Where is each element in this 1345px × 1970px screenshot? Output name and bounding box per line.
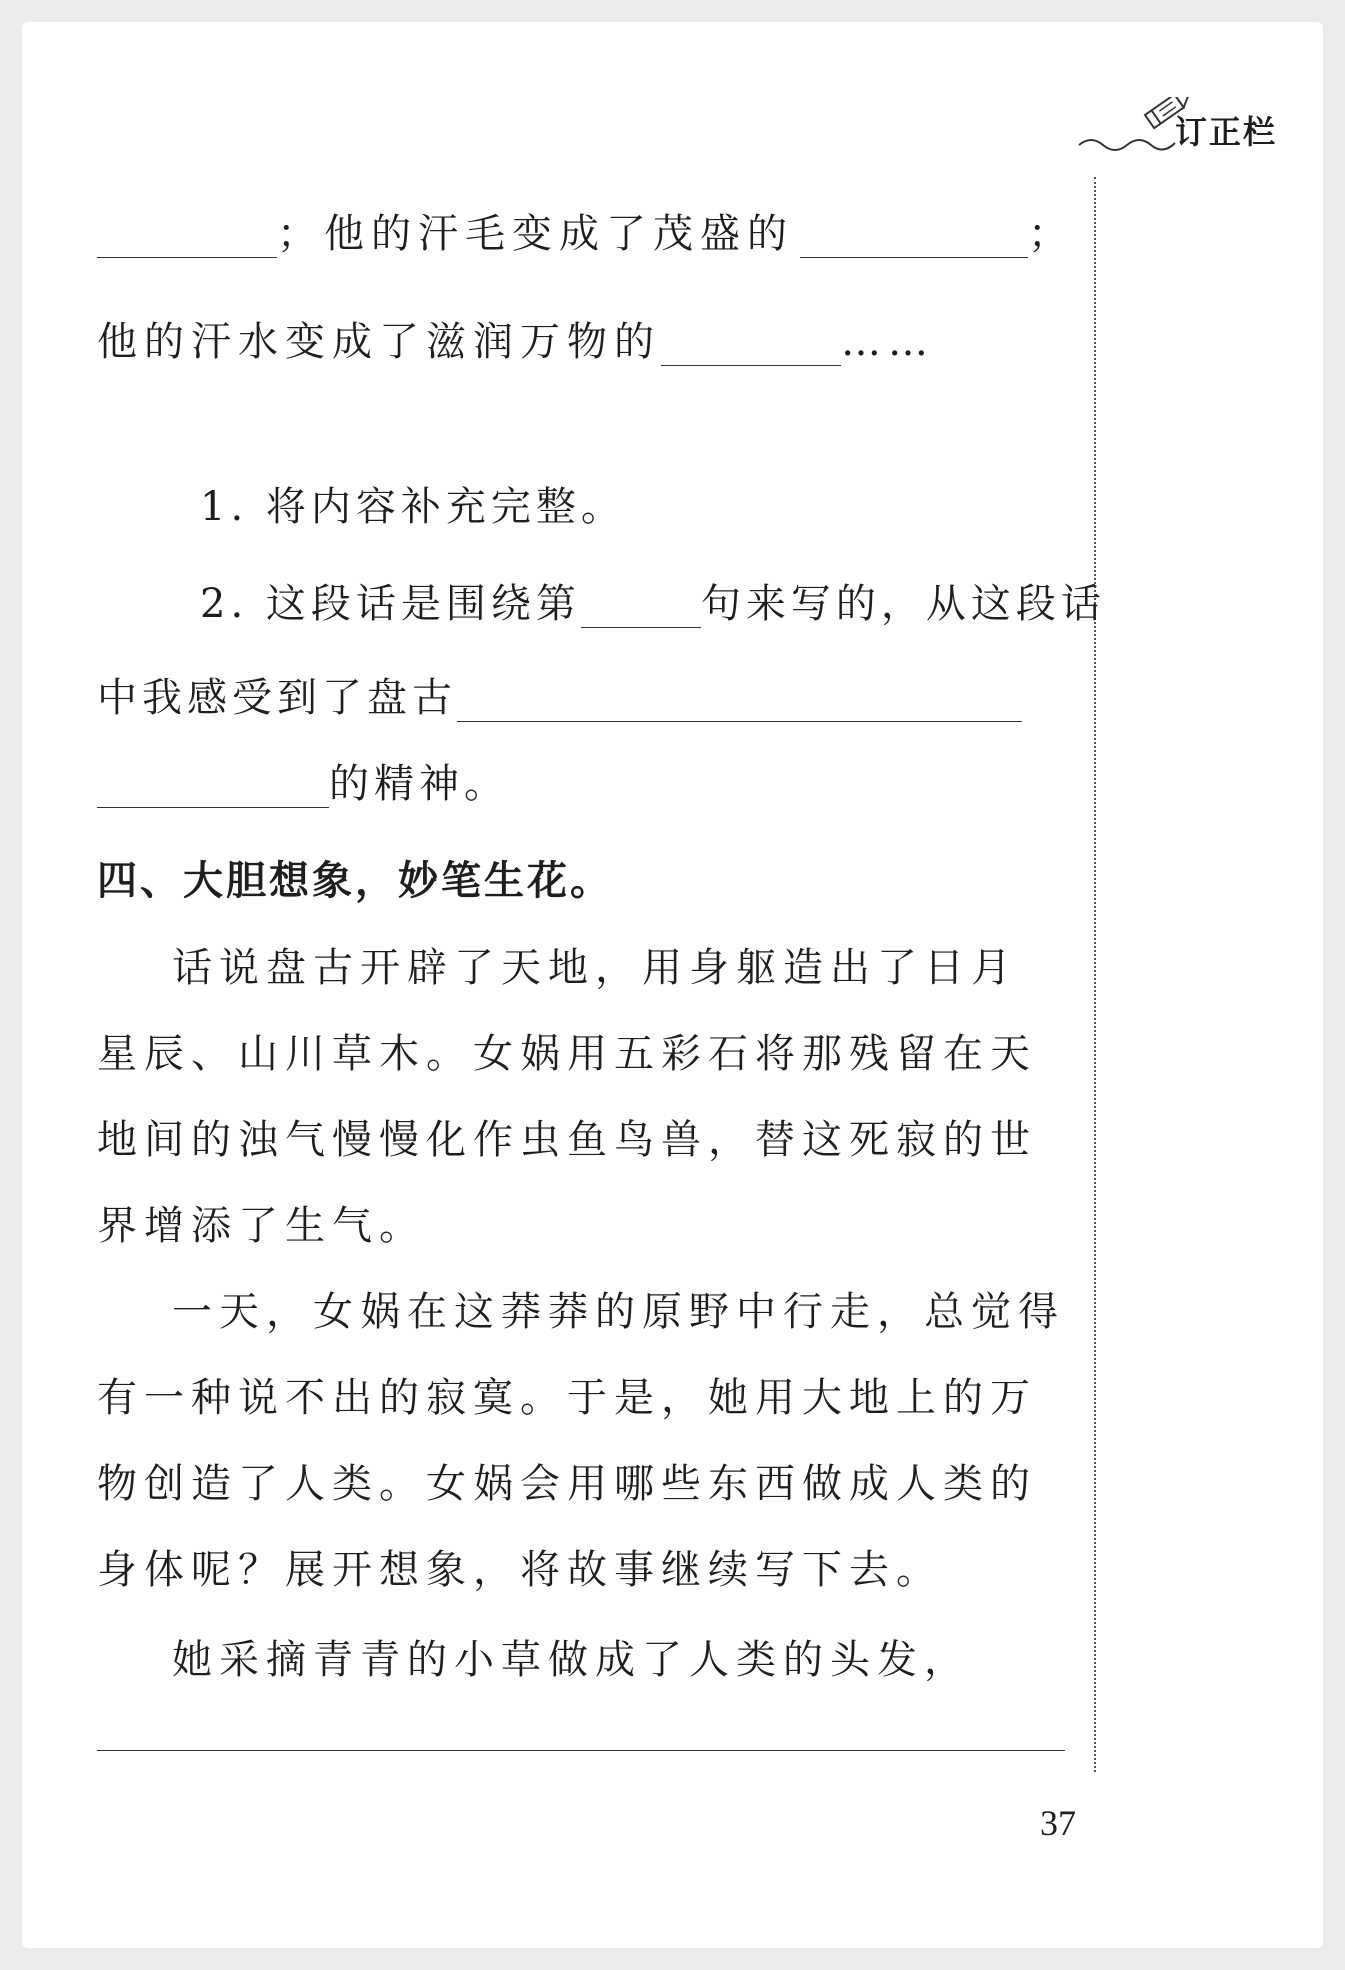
- correction-column-divider: [1094, 177, 1096, 1772]
- question-2: [200, 580, 1106, 628]
- answer-blank[interactable]: [581, 587, 701, 628]
- question-2-text: 的精神。: [329, 761, 509, 807]
- correction-column-label: 订正栏: [1175, 113, 1278, 151]
- paragraph-line: 星辰、山川草木。女娲用五彩石将那残留在天: [97, 1031, 1037, 1077]
- question-1: 1. 将内容补充完整。: [200, 484, 626, 530]
- passage-text: ；他的汗毛变成了茂盛的: [277, 211, 794, 257]
- passage-line-1: [97, 210, 1075, 258]
- answer-blank[interactable]: [457, 681, 1022, 722]
- question-2-text: 中我感受到了盘古: [97, 675, 457, 721]
- paragraph-line: 话说盘古开辟了天地，用身躯造出了日月: [172, 945, 1018, 991]
- passage-line-2: [97, 318, 935, 366]
- passage-text: ；: [1028, 211, 1075, 257]
- answer-blank[interactable]: [661, 325, 841, 366]
- answer-blank[interactable]: [800, 217, 1028, 258]
- section-heading: 四、大胆想象，妙笔生花。: [97, 858, 613, 904]
- paragraph-line: 界增添了生气。: [97, 1203, 426, 1249]
- paragraph-line: 她采摘青青的小草做成了人类的头发，: [172, 1637, 971, 1683]
- paragraph-line: 物创造了人类。女娲会用哪些东西做成人类的: [97, 1461, 1037, 1507]
- ellipsis: ……: [841, 319, 935, 365]
- paragraph-line: 有一种说不出的寂寞。于是，她用大地上的万: [97, 1375, 1037, 1421]
- paragraph-line: 身体呢？展开想象，将故事继续写下去。: [97, 1547, 943, 1593]
- question-2-line-3: [97, 760, 509, 808]
- answer-blank[interactable]: [97, 767, 329, 808]
- question-2-text: 句来写的，从这段话: [700, 581, 1106, 627]
- paragraph-line: 一天，女娲在这莽莽的原野中行走，总觉得: [172, 1289, 1065, 1335]
- page-number: 37: [1040, 1803, 1076, 1843]
- correction-column-header: [1077, 97, 1327, 157]
- answer-blank[interactable]: [97, 217, 277, 258]
- question-2-text: 2. 这段话是围绕第: [200, 581, 581, 627]
- workbook-page: [22, 22, 1323, 1948]
- question-2-line-2: [97, 674, 1022, 722]
- passage-text: 他的汗水变成了滋润万物的: [97, 319, 661, 365]
- writing-line[interactable]: [97, 1750, 1065, 1751]
- paragraph-line: 地间的浊气慢慢化作虫鱼鸟兽，替这死寂的世: [97, 1117, 1037, 1163]
